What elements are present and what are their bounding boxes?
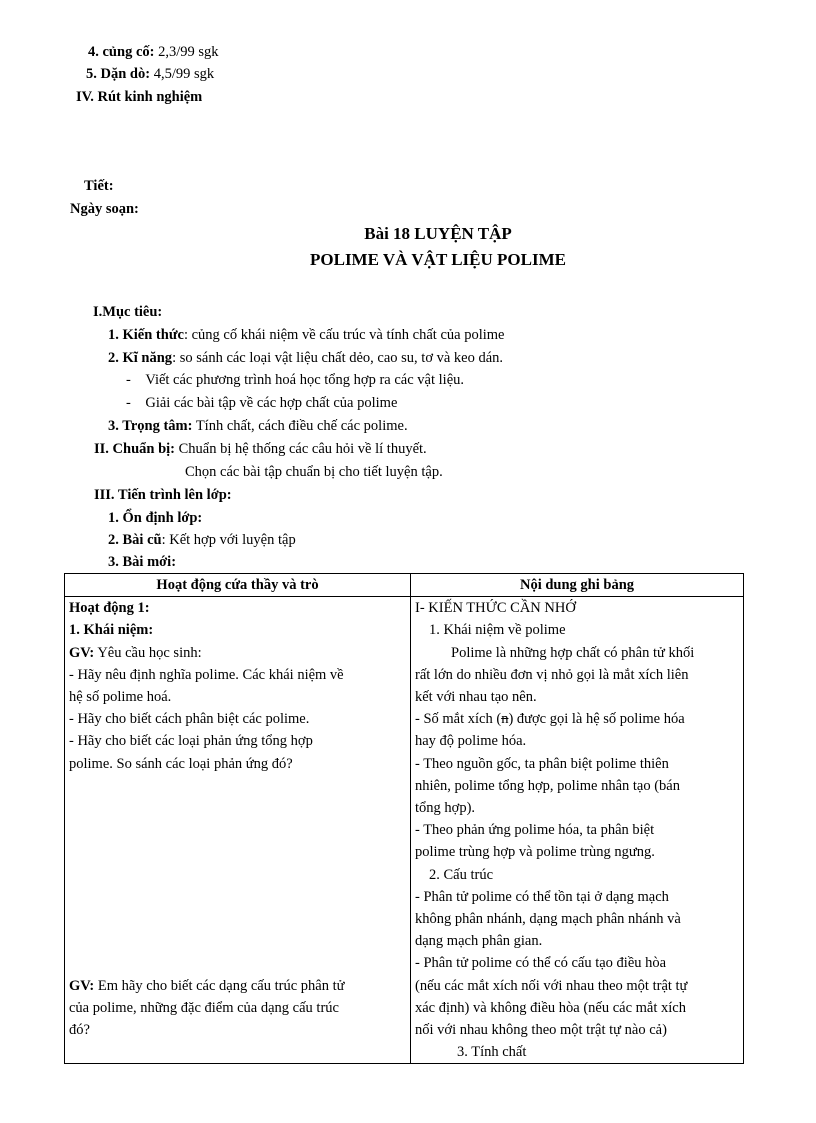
- right-line: polime trùng hợp và polime trùng ngưng.: [415, 844, 655, 861]
- teacher-label: GV:: [69, 977, 95, 994]
- left-line: - Hãy cho biết các loại phản ứng tổng hợp: [69, 733, 313, 750]
- consolidation-label: củng cố:: [102, 44, 155, 60]
- right-line: - Theo nguồn gốc, ta phân biệt polime thiên: [415, 755, 669, 772]
- board-content-cell: [411, 597, 744, 1064]
- knowledge-label: 1. Kiến thức: [108, 327, 184, 343]
- bullet-dash: -: [126, 372, 146, 388]
- left-line: của polime, những đặc điểm của dạng cấu trúc: [69, 1000, 339, 1017]
- right-line: nhiên, polime tổng hợp, polime nhân tạo (bán: [415, 777, 680, 794]
- skills-label: 2. Kĩ năng: [108, 350, 173, 366]
- right-line-part: - Số mắt xích (: [415, 711, 502, 728]
- procedure-heading: III. Tiến trình lên lớp:: [94, 487, 232, 503]
- left-line: polime. So sánh các loại phản ứng đó?: [69, 755, 293, 772]
- struck-n: n: [501, 711, 509, 728]
- consolidation-number: 4.: [88, 44, 99, 60]
- old-lesson-line: [108, 530, 296, 550]
- homework-line: [86, 64, 214, 84]
- consolidation-line: [88, 42, 219, 62]
- new-lesson-label: 3. Bài mới:: [108, 554, 177, 570]
- left-line: - Hãy nêu định nghĩa polime. Các khái niệm về: [69, 666, 344, 683]
- right-line: xác định) và không điều hòa (nếu các mắt xích: [415, 999, 686, 1016]
- preparation-text-1: Chuẩn bị hệ thống các câu hỏi về lí thuyết.: [175, 441, 427, 457]
- objectives-heading: I.Mục tiêu:: [93, 304, 163, 320]
- homework-number: 5.: [86, 66, 97, 82]
- right-line: nối với nhau không theo một trật tự nào cả): [415, 1022, 667, 1039]
- concept-subheading: 1. Khái niệm về polime: [429, 622, 566, 639]
- right-line: hay độ polime hóa.: [415, 733, 527, 750]
- teacher-label: GV:: [69, 644, 95, 661]
- spacer: [69, 775, 406, 975]
- bullet-text: Viết các phương trình hoá học tổng hợp ra các vật liệu.: [145, 372, 465, 388]
- right-line: - Phân tử polime có thể tồn tại ở dạng mạch: [415, 888, 669, 905]
- right-line: tổng hợp).: [415, 800, 476, 817]
- old-lesson-label: 2. Bài cũ: [108, 532, 162, 548]
- homework-value: 4,5/99 sgk: [153, 66, 215, 82]
- focus-line: [108, 416, 408, 436]
- page-subtitle: POLIME VÀ VẬT LIỆU POLIME: [310, 250, 566, 269]
- structure-subheading: 2. Cấu trúc: [429, 866, 494, 883]
- bullet-dash: -: [126, 395, 146, 411]
- header-activities: Hoạt động cứa thầy và trò: [65, 574, 411, 597]
- right-line: - Phân tử polime có thể có cấu tạo điều hòa: [415, 955, 667, 972]
- right-line: (nếu các mắt xích nối với nhau theo một trật tự: [415, 977, 688, 994]
- lesson-period-label: Tiết:: [84, 178, 114, 194]
- focus-text: Tính chất, cách điều chế các polime.: [192, 418, 408, 434]
- knowledge-review-heading: I- KIẾN THỨC CẦN NHỚ: [415, 600, 576, 617]
- header-board-content: Nội dung ghi bảng: [411, 574, 744, 597]
- focus-label: 3. Trọng tâm:: [108, 418, 193, 434]
- right-line: kết với nhau tạo nên.: [415, 689, 537, 706]
- teacher-request: [69, 642, 406, 664]
- page-title: Bài 18 LUYỆN TẬP: [364, 224, 512, 243]
- right-line-part: ) được gọi là hệ số polime hóa: [508, 711, 685, 728]
- prep-date-label: Ngày soạn:: [70, 201, 139, 217]
- knowledge-text: : củng cố khái niệm về cấu trúc và tính chất của polime: [183, 327, 505, 343]
- table-row: [65, 597, 744, 1064]
- bullet-text: Giải các bài tập về các hợp chất của polime: [145, 395, 398, 411]
- activities-cell: [65, 597, 411, 1064]
- activity-heading: Hoạt động 1:: [69, 600, 150, 617]
- left-line: đó?: [69, 1022, 90, 1039]
- properties-subheading: 3. Tính chất: [457, 1044, 527, 1061]
- right-line: rất lớn do nhiều đơn vị nhỏ gọi là mắt xích liên: [415, 666, 689, 683]
- consolidation-value: 2,3/99 sgk: [158, 44, 219, 60]
- right-line: dạng mạch phân gian.: [415, 933, 543, 950]
- left-line: - Hãy cho biết cách phân biệt các polime.: [69, 711, 310, 728]
- section-iv-heading: IV. Rút kinh nghiệm: [76, 89, 203, 105]
- teacher-question-text: Em hãy cho biết các dạng cấu trúc phân tử: [94, 977, 345, 994]
- concept-heading: 1. Khái niệm:: [69, 622, 154, 639]
- left-line: hệ số polime hoá.: [69, 689, 172, 706]
- homework-label: Dặn dò:: [100, 66, 151, 82]
- teacher-question: [69, 975, 406, 997]
- skills-bullet-1: [126, 370, 464, 390]
- old-lesson-text: : Kết hợp với luyện tập: [161, 532, 296, 548]
- right-line: - Theo phản ứng polime hóa, ta phân biệt: [415, 822, 655, 839]
- preparation-label: II. Chuẩn bị:: [94, 441, 175, 457]
- right-line: Polime là những hợp chất có phân tử khối: [451, 644, 695, 661]
- skills-line: [108, 348, 503, 368]
- skills-bullet-2: [126, 393, 397, 413]
- right-line: [415, 708, 739, 730]
- skills-text: : so sánh các loại vật liệu chất dẻo, cao su, tơ và keo dán.: [172, 350, 504, 366]
- class-settle-label: 1. Ổn định lớp:: [108, 510, 203, 526]
- preparation-line: [94, 439, 427, 459]
- right-line: không phân nhánh, dạng mạch phân nhánh và: [415, 911, 681, 928]
- knowledge-line: [108, 325, 504, 345]
- table-header-row: [65, 574, 744, 597]
- preparation-text-2: Chọn các bài tập chuẩn bị cho tiết luyện tập.: [185, 464, 443, 480]
- teacher-request-text: Yêu cầu học sinh:: [94, 644, 202, 661]
- lesson-table: [64, 573, 744, 1064]
